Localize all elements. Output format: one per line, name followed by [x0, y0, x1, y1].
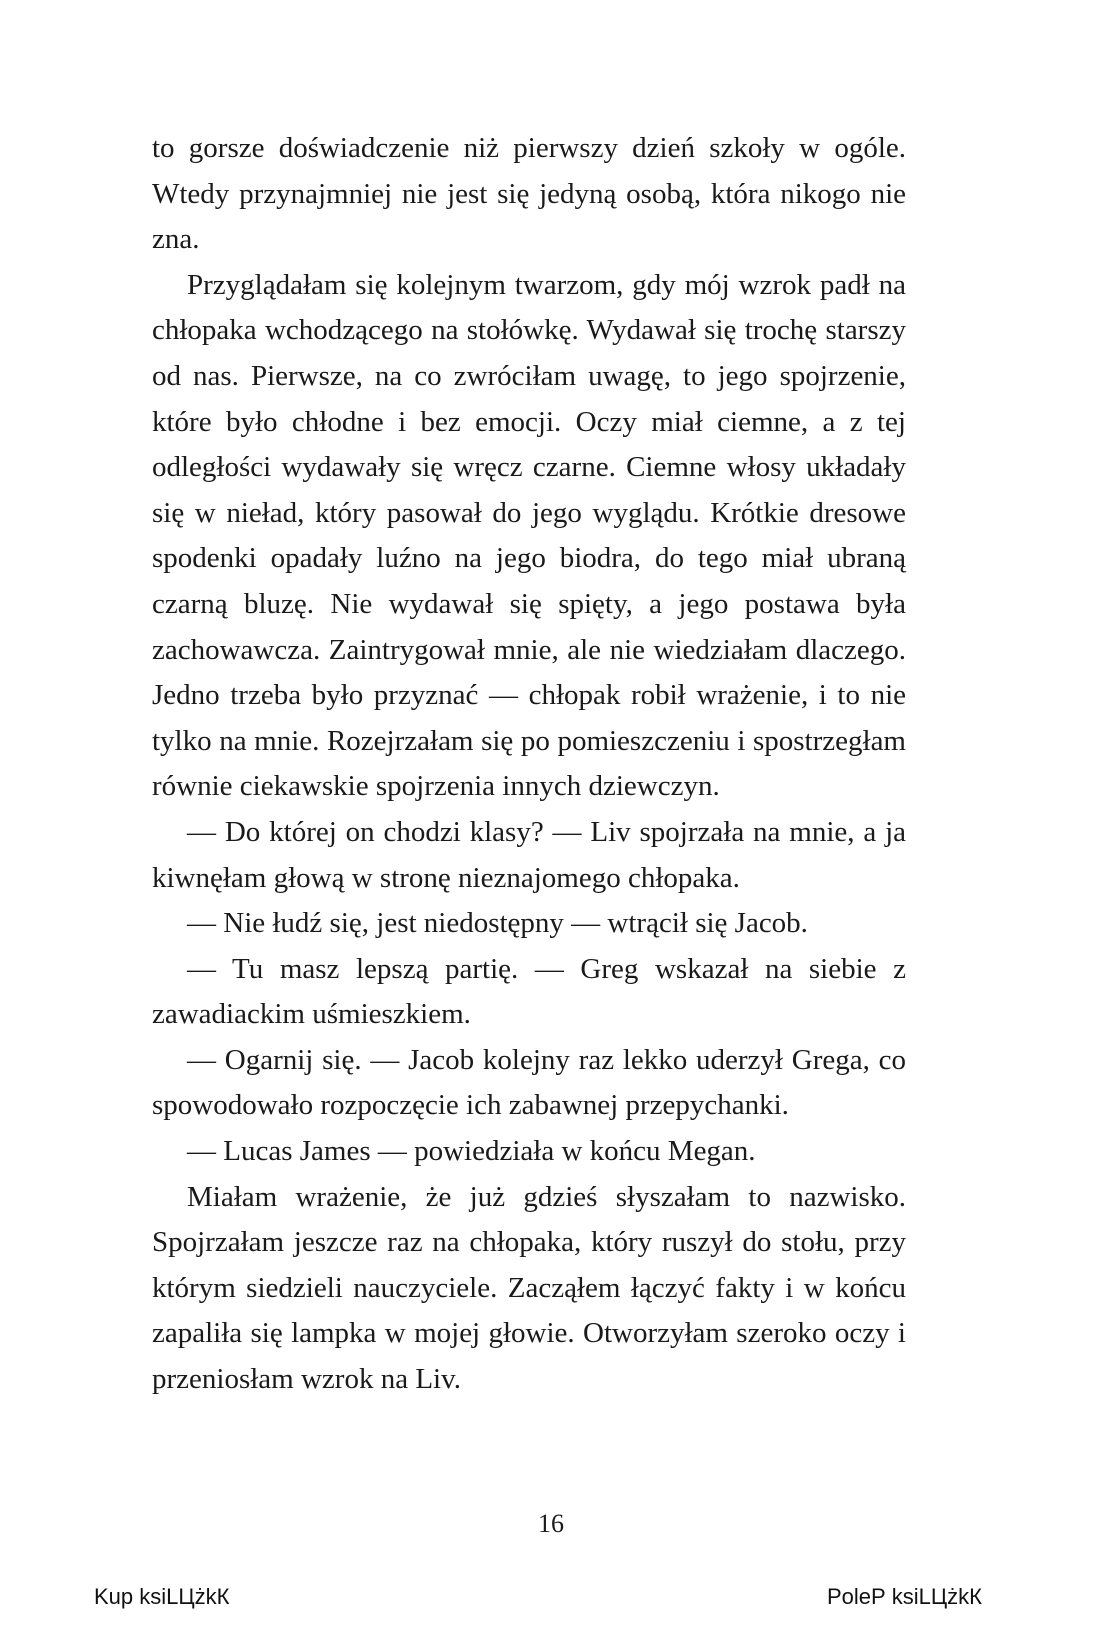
paragraph: Miałam wrażenie, że już gdzieś słyszałam to nazwisko. Spojrzałam jeszcze raz na chłopaka, który ruszył do stołu, przy którym siedzieli nauczyciele. Zacząłem łączyć fakty i w końcu zapaliła się lampka w mojej głowie. Otworzyłam szeroko oczy i przeniosłam wzrok na Liv.: [152, 1180, 906, 1396]
paragraph: Przyglądałam się kolejnym twarzom, gdy mój wzrok padł na chłopaka wchodzącego na stołówkę. Wydawał się trochę starszy od nas. Pierwsze, na co zwróciłam uwagę, to jego spojrzenie, które było chłodne i bez emocji. Oczy miał ciemne, a z tej odległości wydawały się wręcz czarne. Ciemne włosy układały się w nieład, który pasował do jego wyglądu. Krótkie dresowe spodenki opadały luźno na jego biodra, do tego miał ubraną czarną bluzę. Nie wydawał się spięty, a jego postawa była zachowawcza. Zaintrygował mnie, ale nie wiedziałam dlaczego. Jedno trzeba było przyznać — chłopak robił wrażenie, i to nie tylko na mnie. Rozejrzałam się po pomieszczeniu i spostrzegłam równie ciekawskie spojrzenia innych dziewczyn.: [152, 268, 906, 803]
recommend-book-link[interactable]: PoleР ksiLЦżkК: [826, 1584, 982, 1609]
page-number: 16: [538, 1509, 564, 1538]
buy-book-link[interactable]: Kup ksiLЦżkК: [94, 1584, 230, 1609]
paragraph: — Lucas James — powiedziała w końcu Megan.: [187, 1135, 756, 1168]
paragraph: to gorsze doświadczenie niż pierwszy dzień szkoły w ogóle. Wtedy przynajmniej nie jest się jedyną osobą, która nikogo nie zna.: [152, 132, 906, 256]
paragraph: — Nie łudź się, jest niedostępny — wtrącił się Jacob.: [187, 907, 808, 940]
paragraph: — Tu masz lepszą partię. — Greg wskazał na siebie z zawadiackim uśmieszkiem.: [152, 952, 906, 1031]
paragraph: — Ogarnij się. — Jacob kolejny raz lekko uderzył Grega, co spowodowało rozpoczęcie ich zabawnej przepychanki.: [152, 1043, 906, 1122]
page-body-text: [152, 126, 906, 1403]
paragraph: — Do której on chodzi klasy? — Liv spojrzała na mnie, a ja kiwnęłam głową w stronę nieznajomego chłopaka.: [152, 815, 906, 894]
